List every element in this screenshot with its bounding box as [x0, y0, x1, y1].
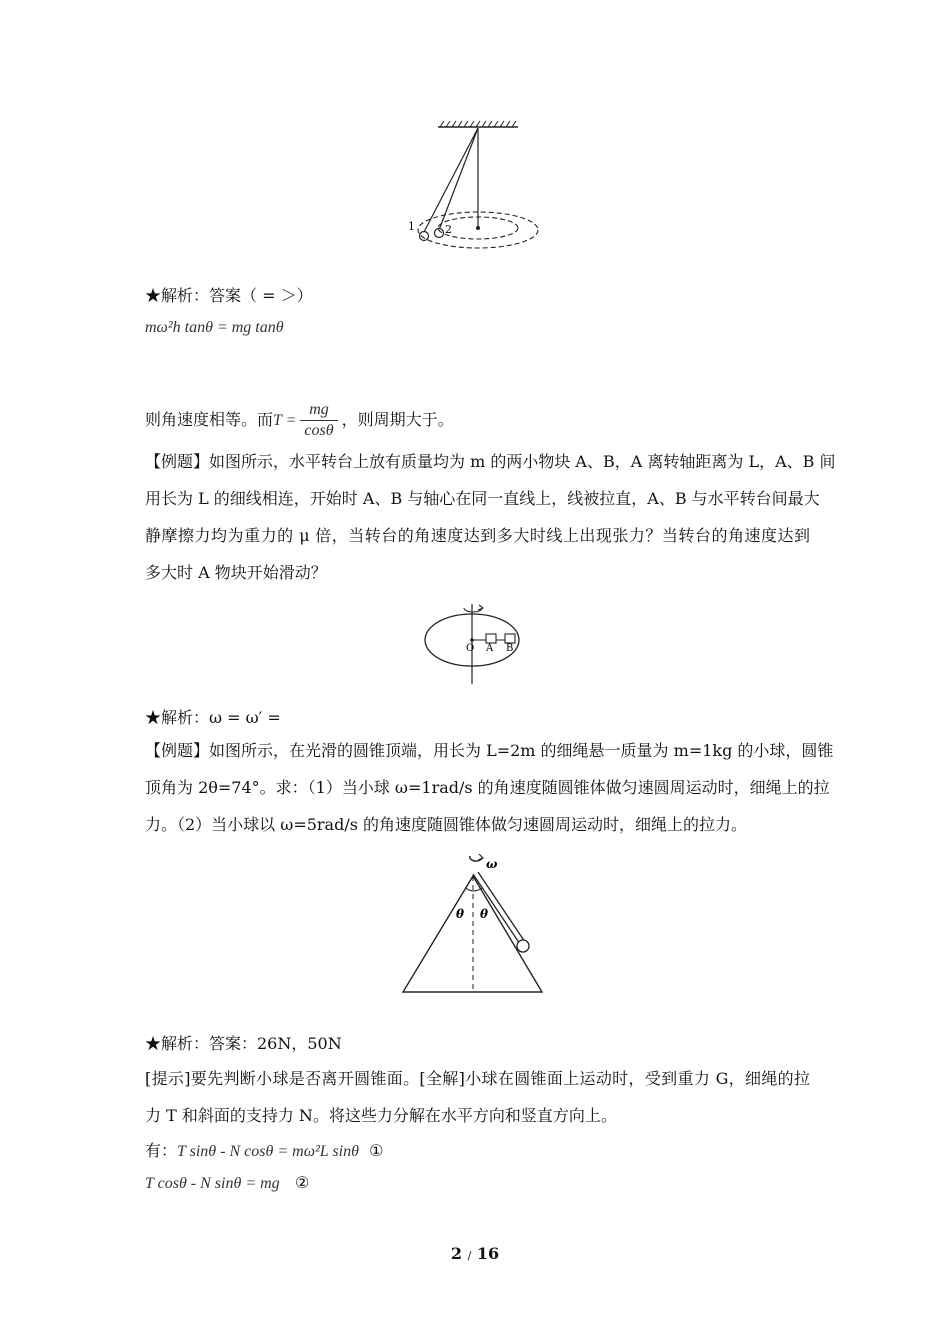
solution-2: ★解析：ω = ω′ =: [145, 708, 281, 727]
equation-2-line: [145, 1173, 810, 1194]
label-theta-left: θ: [456, 907, 465, 921]
block-a: [486, 634, 496, 643]
t-equals: T =: [273, 412, 297, 429]
example-1-line: 【例题】如图所示，水平转台上放有质量均为 m 的两小物块 A、B，A 离转轴距离为 L，A、B 间: [145, 452, 836, 471]
label-2: 2: [445, 223, 452, 236]
equation-1-line: [145, 1141, 810, 1162]
hint-line: 力 T 和斜面的支持力 N。将这些力分解在水平方向和竖直方向上。: [145, 1106, 617, 1125]
ball: [517, 940, 529, 952]
example-2-line: 力。（2）当小球以 ω=5rad/s 的角速度随圆锥体做匀速圆周运动时，细绳上的拉力。: [145, 815, 748, 834]
example-1-paragraph: [145, 443, 836, 591]
ceiling-hatch: [440, 121, 516, 127]
period-text-head: 则角速度相等。而: [145, 410, 274, 429]
example-2-paragraph: [145, 732, 834, 843]
block-b: [505, 634, 515, 643]
equation-1: T sinθ - N cosθ = mω²L sinθ: [177, 1143, 359, 1160]
solution-3-answer: ★解析：答案：26N，50N: [145, 1034, 342, 1053]
solution-3-hint: [145, 1060, 810, 1134]
example-1-line: 用长为 L 的细线相连，开始时 A、B 与轴心在同一直线上，线被拉直，A、B 与水平转台间最大: [145, 489, 820, 508]
page-total: 16: [476, 1244, 500, 1263]
solution-1-answer: ★解析：答案（ = ＞）: [145, 286, 313, 305]
equation-1-mark: ①: [369, 1141, 384, 1160]
tension-fraction: [300, 400, 337, 441]
string-1: [424, 128, 478, 232]
cone-pendulum-figure: [398, 848, 548, 996]
period-text-tail: ，则周期大于。: [341, 410, 454, 429]
label-omega: ω: [486, 857, 498, 871]
example-1-line: 静摩擦力均为重力的 μ 倍，当转台的角速度达到多大时线上出现张力？当转台的角速度达到: [145, 526, 810, 545]
example-2-line: 顶角为 2θ=74°。求：（1）当小球 ω=1rad/s 的角速度随圆锥体做匀速圆周运动时，细绳上的拉: [145, 778, 830, 797]
arrowhead-icon: [478, 854, 483, 860]
page-number: [0, 1244, 950, 1263]
equation-2-mark: ②: [294, 1173, 310, 1192]
page-current: 2: [450, 1244, 462, 1263]
fraction-numerator: mg: [300, 400, 337, 421]
fraction-denominator: cosθ: [304, 422, 334, 439]
label-1: 1: [408, 220, 415, 233]
example-1-line: 多大时 A 物块开始滑动？: [145, 563, 327, 582]
axis-center: [470, 638, 474, 642]
solution-1-equation: mω²h tanθ = mg tanθ: [145, 319, 284, 336]
conical-pendulum-figure: [400, 118, 550, 258]
label-theta-right: θ: [480, 907, 489, 921]
solution-1-period-line: [145, 398, 810, 442]
label-o: O: [466, 643, 475, 654]
hint-line: [提示]要先判断小球是否离开圆锥面。[全解]小球在圆锥面上运动时，受到重力 G，细绳的拉: [145, 1069, 810, 1088]
center-dot: [476, 226, 480, 230]
arrowhead-icon: [478, 605, 483, 610]
equation-2: T cosθ - N sinθ = mg: [145, 1175, 280, 1192]
label-a: A: [486, 643, 494, 654]
example-2-line: 【例题】如图所示，在光滑的圆锥顶端，用长为 L=2m 的细绳悬一质量为 m=1kg 的小球，圆锥: [145, 741, 834, 760]
label-b: B: [506, 643, 514, 654]
page-separator: /: [467, 1249, 472, 1262]
equation-1-prefix: 有：: [145, 1141, 178, 1160]
turntable-figure: [420, 596, 532, 688]
